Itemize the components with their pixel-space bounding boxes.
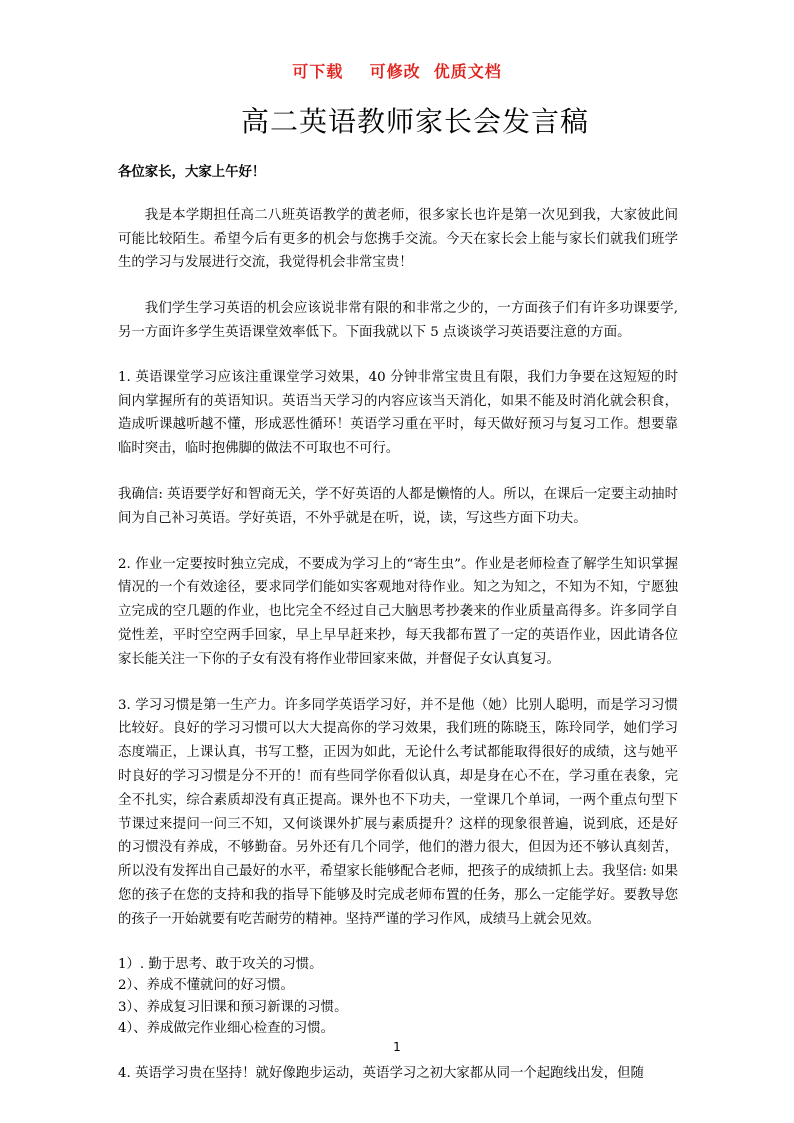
paragraph-point-3: 3. 学习习惯是第一生产力。许多同学英语学习好，并不是他（她）比别人聪明，而是学习习惯比较好。良好的学习习惯可以大大提高你的学习效果，我们班的陈晓玉，陈玲同学，她们学习态度端正，上课认真，书写工整，正因为如此，无论什么考试都能取得很好的成绩，这与她平时良好的学习习惯是分不开的！而有些同学你看似认真，却是身在心不在，学习重在表象，完全不扎实，综合素质却没有真正提高。课外也不下功夫，一堂课几个单词，一两个重点句型下节课过来提问一问三不知，又何谈课外扩展与素质提升？这样的现象很普遍，说到底，还是好的习惯没有养成，不够勤奋。另外还有几个同学，他们的潜力很大，但因为还不够认真刻苦，所以没有发挥出自己最好的水平，希望家长能够配合老师，把孩子的成绩抓上去。我坚信: 如果您的孩子在您的支持和我的指导下能够及时完成老师布置的任务，那么一定能学好。要教导您的孩子一开始就要有吃苦耐劳的精神。坚持严谨的学习作风，成绩马上就会见效。 (118, 697, 678, 927)
list-item-habit-1: 1）. 勤于思考、敢于攻关的习惯。 (118, 956, 323, 972)
greeting: 各位家长，大家上午好！ (118, 164, 266, 180)
paragraph-point-2: 2. 作业一定要按时独立完成，不要成为学习上的“寄生虫”。作业是老师检查了解学生知识掌握情况的一个有效途径，要求同学们能如实客观地对待作业。知之为知之，不知为不知，宁愿独立完成的空几题的作业，也比完全不经过自己大脑思考抄袭来的作业质量高得多。许多同学自觉性差，平时空空两手回家，早上早早赶来抄，每天我都布置了一定的英语作业，因此请各位家长能关注一下你的子女有没有将作业带回家来做，并督促子女认真复习。 (118, 556, 678, 667)
paragraph-point-1: 1. 英语课堂学习应该注重课堂学习效果，40 分钟非常宝贵且有限，我们力争要在这短短的时间内掌握所有的英语知识。英语当天学习的内容应该当天消化，如果不能及时消化就会积食，造成听课越听越不懂，形成恶性循环！英语学习重在平时，每天做好预习与复习工作。想要靠临时突击，临时抱佛脚的做法不可取也不可行。 (118, 369, 678, 457)
paragraph-motto: 我确信: 英语要学好和智商无关，学不好英语的人都是懒惰的人。所以，在课后一定要主动抽时间为自己补习英语。学好英语，不外乎就是在听，说，读，写这些方面下功夫。 (118, 486, 678, 526)
document-title: 高二英语教师家长会发言稿 (240, 105, 589, 138)
paragraph-context: 我们学生学习英语的机会应该说非常有限的和非常之少的，一方面孩子们有许多功课要学,另一方面许多学生英语课堂效率低下。下面我就以下 5 点谈谈学习英语要注意的方面。 (118, 301, 678, 340)
document-body (118, 161, 678, 1085)
list-item-habit-4: 4）、养成做完作业细心检查的习惯。 (118, 1021, 335, 1037)
paragraph-point-4: 4. 英语学习贵在坚持！就好像跑步运动，英语学习之初大家都从同一个起跑线出发，但随 (118, 1065, 644, 1081)
list-item-habit-3: 3）、养成复习旧课和预习新课的习惯。 (118, 999, 348, 1015)
page-number: 1 (393, 1040, 401, 1054)
list-item-habit-2: 2）、养成不懂就问的好习惯。 (118, 978, 294, 994)
download-banner: 可下载 可修改 优质文档 (292, 62, 502, 81)
paragraph-intro: 我是本学期担任高二八班英语教学的黄老师，很多家长也许是第一次见到我，大家彼此间可能比较陌生。希望今后有更多的机会与您携手交流。今天在家长会上能与家长们就我们班学生的学习与发展进行交流，我觉得机会非常宝贵！ (118, 207, 678, 271)
